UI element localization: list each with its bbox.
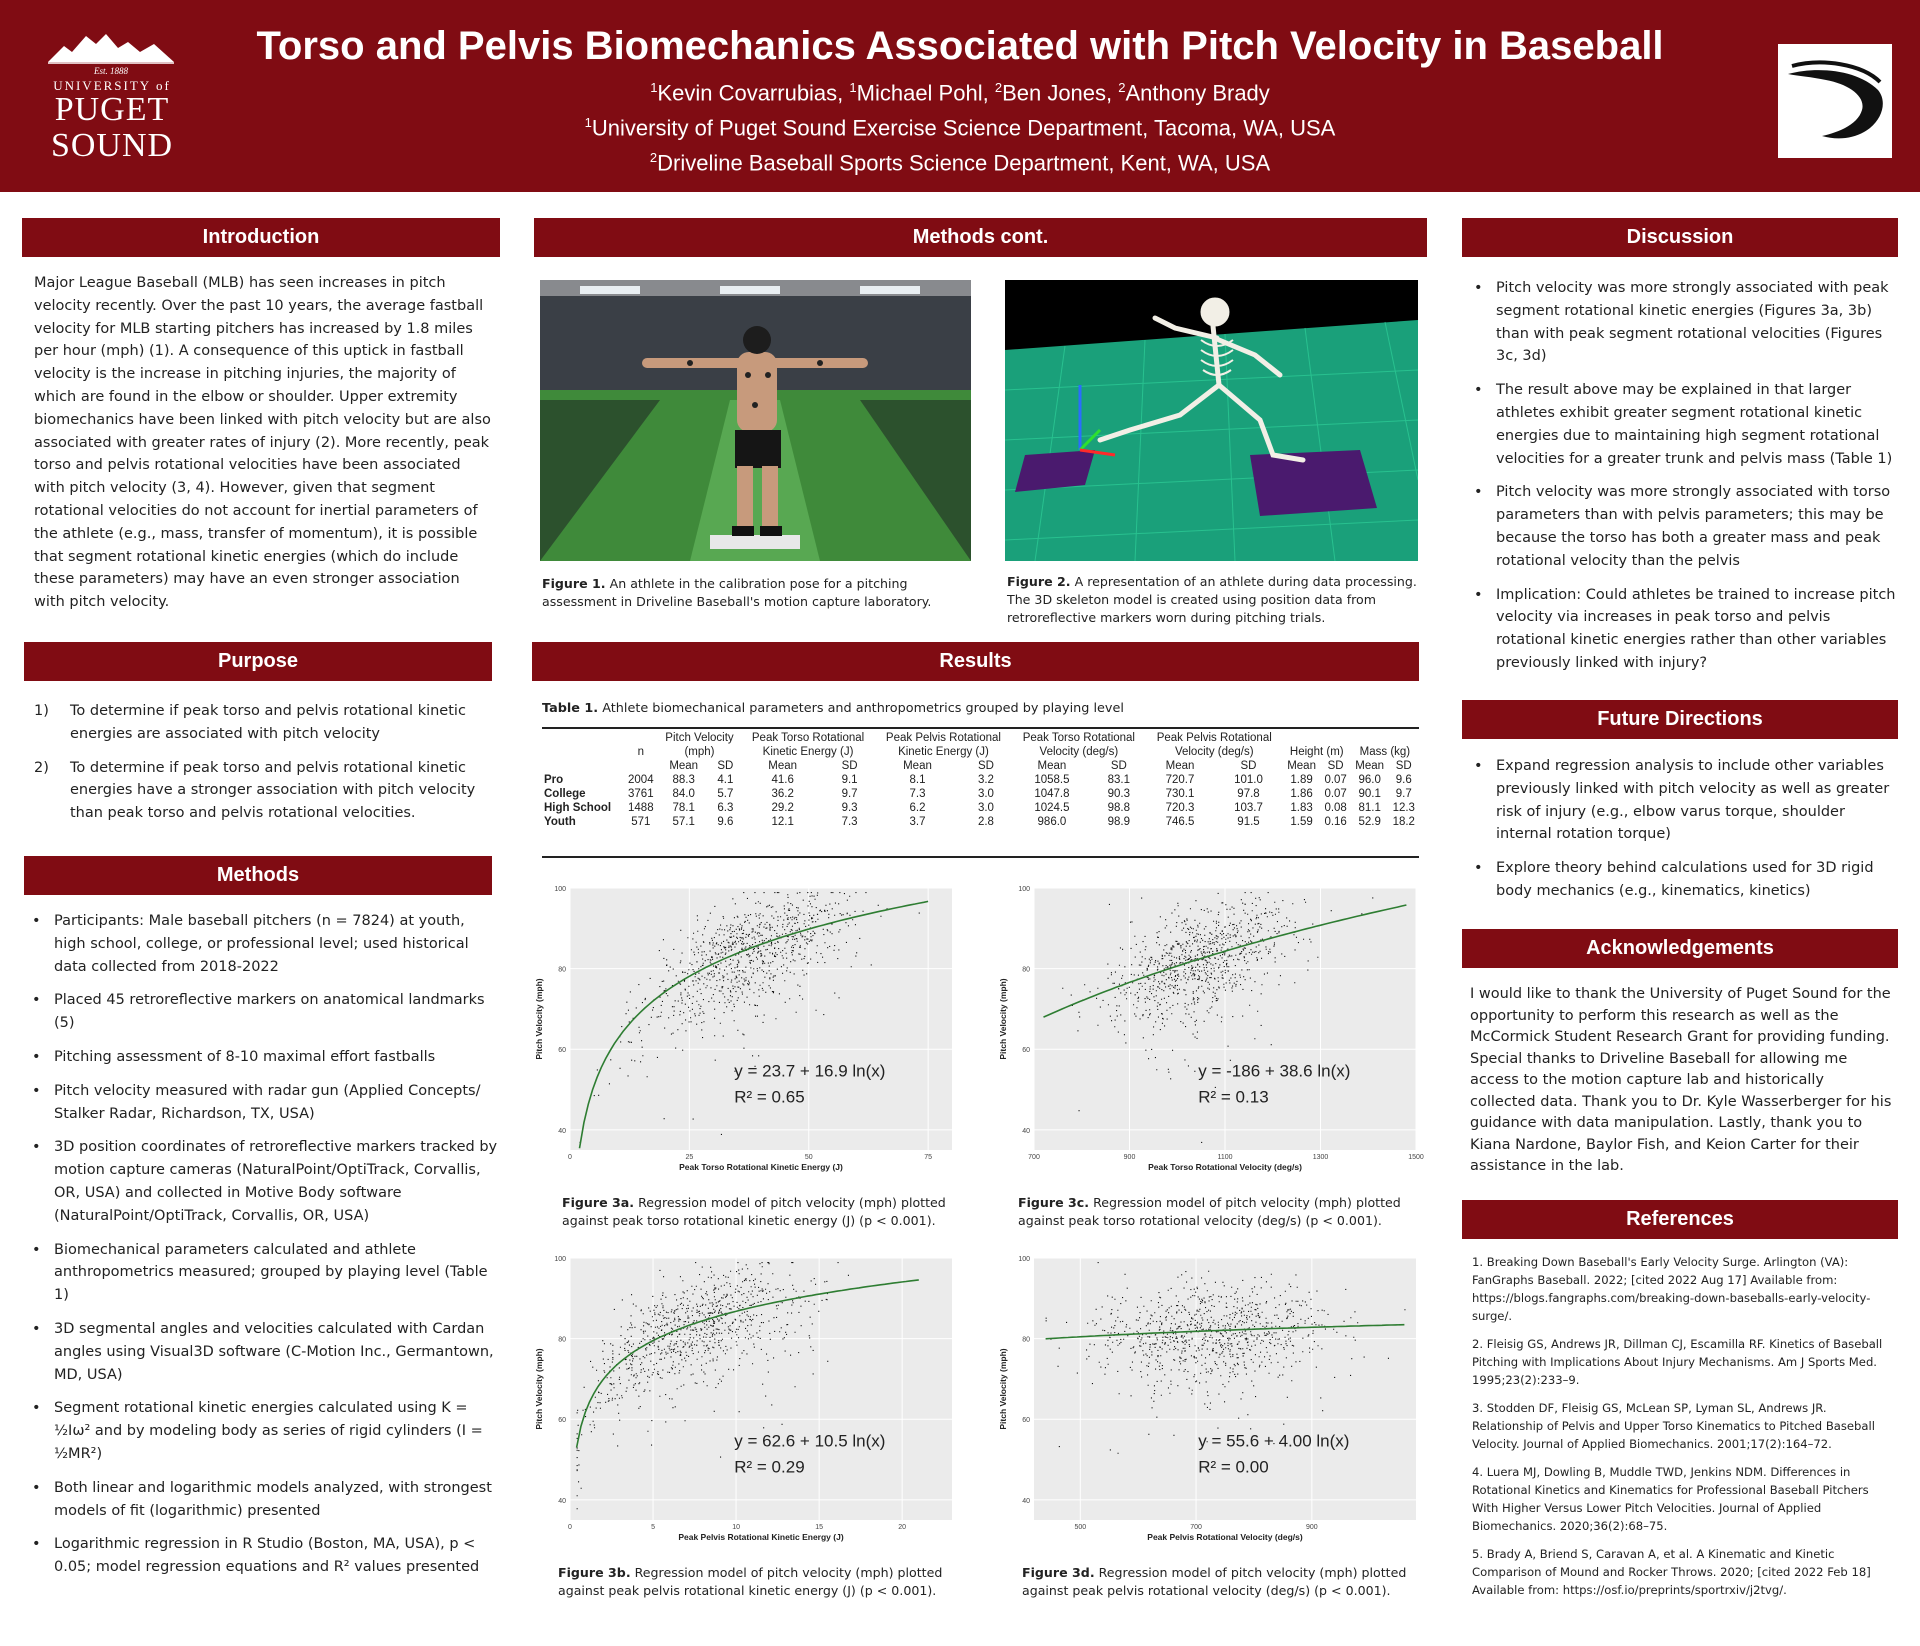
future-directions-heading: Future Directions xyxy=(1462,700,1898,739)
table-group-header: Velocity (deg/s) xyxy=(1174,746,1254,758)
table-cell: 98.8 xyxy=(1107,802,1131,814)
y-tick-label: 60 xyxy=(558,1047,566,1055)
table-group-header xyxy=(624,731,658,745)
table-subheader: SD xyxy=(717,760,734,772)
table-row-label: Youth xyxy=(544,816,576,828)
author-list xyxy=(250,80,1670,106)
table-subheader: SD xyxy=(1240,760,1257,772)
x-tick-label: 20 xyxy=(898,1524,907,1531)
table-cell: 5.7 xyxy=(717,788,734,800)
references-heading: References xyxy=(1462,1200,1898,1239)
table-group-header: Peak Pelvis Rotational xyxy=(1156,732,1272,744)
mountain-logo-icon xyxy=(46,30,176,64)
table-corner-cell xyxy=(542,759,624,773)
reference-item: 1. Breaking Down Baseball's Early Velocity Surge. Arlington (VA): FanGraphs Baseball. 2022; [cited 2022 Aug 17] Available from: https://blogs.fangraphs.com/breaking-down-baseballs-early-velocity-surge/. xyxy=(1472,1255,1871,1323)
x-tick-label: 1300 xyxy=(1312,1154,1329,1161)
y-tick-label: 100 xyxy=(554,1256,566,1263)
discussion-item: • Implication: Could athletes be trained to increase pitch velocity via increases in peak torso and pelvis rotational kinetic energies rather than other variables previously linked with injury? xyxy=(1496,584,1896,675)
table-group-header: Peak Pelvis Rotational xyxy=(885,732,1001,744)
r-squared-value: R² = 0.65 xyxy=(734,1087,805,1107)
table-cell: 101.0 xyxy=(1234,774,1263,786)
table-group-header: Height (m) xyxy=(1289,746,1344,758)
table-cell: 6.3 xyxy=(717,802,734,814)
table-subheader: Mean xyxy=(768,760,798,772)
author-4-affil: 2 xyxy=(1118,80,1126,95)
table-group-header: Mass (kg) xyxy=(1359,746,1411,758)
table-cell: 2.8 xyxy=(977,816,994,828)
table-subheader: SD xyxy=(1327,760,1344,772)
table-cell: 571 xyxy=(631,816,651,828)
table-cell: 3.0 xyxy=(977,788,994,800)
driveline-logo-icon xyxy=(1778,44,1892,158)
table-corner-cell xyxy=(542,745,624,759)
table-cell: 84.0 xyxy=(672,788,695,800)
x-tick-label: 900 xyxy=(1123,1154,1136,1161)
figure-3c-chart xyxy=(994,880,1424,1180)
table-1-label: Table 1. xyxy=(542,701,599,716)
y-tick-label: 80 xyxy=(1022,1336,1030,1344)
methods-item: • Placed 45 retroreflective markers on anatomical landmarks (5) xyxy=(54,989,500,1035)
regression-equation: y = 55.6 + 4.00 ln(x) xyxy=(1198,1431,1350,1451)
regression-equation: y = 62.6 + 10.5 ln(x) xyxy=(734,1431,886,1451)
methods-item: • Logarithmic regression in R Studio (Boston, MA, USA), p < 0.05; model regression equations and R² values presented xyxy=(54,1533,500,1579)
table-cell: 52.9 xyxy=(1358,816,1381,828)
purpose-list xyxy=(34,700,484,836)
methods-cont-heading: Methods cont. xyxy=(534,218,1427,257)
x-tick-label: 0 xyxy=(568,1154,572,1161)
affiliation-1 xyxy=(250,115,1670,141)
discussion-item: • The result above may be explained in that larger athletes exhibit greater segment rotational kinetic energies due to maintaining high segment rotational velocities for a greater trunk and pelvis mass (Table 1) xyxy=(1496,379,1896,470)
reference-item: 2. Fleisig GS, Andrews JR, Dillman CJ, Escamilla RF. Kinetics of Baseball Pitching with Implications About Injury Mechanisms. Am J Sports Med. 1995;23(2):233–9. xyxy=(1472,1337,1883,1387)
table-cell: 9.3 xyxy=(841,802,858,814)
methods-item: • Participants: Male baseball pitchers (n = 7824) at youth, high school, college, or professional level; used historical data collected from 2018-2022 xyxy=(54,910,500,978)
x-tick-label: 500 xyxy=(1074,1524,1087,1531)
figure-1-label: Figure 1. xyxy=(542,576,606,591)
table-cell: 81.1 xyxy=(1358,802,1381,814)
logo-sound-line: SOUND xyxy=(50,127,174,164)
table-subheader-row xyxy=(542,759,1419,773)
purpose-item-num: 1) xyxy=(34,703,49,719)
table-cell: 3.2 xyxy=(977,774,994,786)
table-cell: 746.5 xyxy=(1165,816,1195,828)
table-cell: 12.1 xyxy=(771,816,794,828)
y-axis-label: Pitch Velocity (mph) xyxy=(534,978,544,1060)
figure-3b-label: Figure 3b. xyxy=(558,1565,631,1580)
figure-3a-label: Figure 3a. xyxy=(562,1195,635,1210)
reference-item: 3. Stodden DF, Fleisig GS, McLean SP, Lyman SL, Andrews JR. Relationship of Pelvis and Upper Torso Kinematics to Pitched Baseball Velocity. Journal of Applied Biomechanics. 2001;17(2):164–72. xyxy=(1472,1401,1875,1451)
author-4: Anthony Brady xyxy=(1125,80,1270,106)
methods-item: • Pitching assessment of 8-10 maximal effort fastballs xyxy=(54,1046,500,1069)
figure-1-photo xyxy=(540,280,971,561)
y-axis-label: Pitch Velocity (mph) xyxy=(998,978,1008,1060)
table-1-caption-text: Athlete biomechanical parameters and anthropometrics grouped by playing level xyxy=(598,701,1124,716)
future-directions-item: • Expand regression analysis to include other variables previously linked with pitch velocity as well as greater risk of injury (e.g., elbow varus torque, shoulder internal rotation torque) xyxy=(1496,755,1896,846)
acknowledgements-heading: Acknowledgements xyxy=(1462,929,1898,968)
discussion-heading: Discussion xyxy=(1462,218,1898,257)
table-group-header: Kinetic Energy (J) xyxy=(898,746,989,758)
figure-2-label: Figure 2. xyxy=(1007,574,1071,589)
methods-item: • 3D position coordinates of retroreflective markers tracked by motion capture cameras (NaturalPoint/OptiTrack, Corvallis, OR, USA) and collected in Motive Body software (NaturalPoint/OptiTrack, Corvallis, OR, USA) xyxy=(54,1136,500,1227)
table-cell: 3.0 xyxy=(977,802,994,814)
figure-2-caption xyxy=(1007,573,1419,627)
y-tick-label: 40 xyxy=(558,1127,566,1135)
reference-item: 5. Brady A, Briend S, Caravan A, et al. A Kinematic and Kinetic Comparison of Mound and Rocker Throws. 2020; [cited 2022 Feb 18] Available from: https://osf.io/preprints/sportrxiv/j2tvg/. xyxy=(1472,1547,1871,1597)
plot-panel xyxy=(1034,1258,1416,1520)
y-tick-label: 60 xyxy=(1022,1417,1030,1425)
y-tick-label: 60 xyxy=(1022,1047,1030,1055)
table-cell: 0.08 xyxy=(1324,802,1347,814)
figure-3a-caption xyxy=(562,1194,962,1230)
table-group-header: Velocity (deg/s) xyxy=(1039,746,1119,758)
methods-item: • Pitch velocity measured with radar gun (Applied Concepts/ Stalker Radar, Richardson, TX, USA) xyxy=(54,1080,500,1126)
table-group-header: Kinetic Energy (J) xyxy=(762,746,854,758)
table-subheader: Mean xyxy=(1287,760,1316,772)
table-cell: 36.2 xyxy=(771,788,794,800)
table-cell: 9.1 xyxy=(841,774,858,786)
purpose-item xyxy=(34,700,484,746)
table-1-caption xyxy=(542,700,1412,718)
figure-3c-label: Figure 3c. xyxy=(1018,1195,1090,1210)
table-cell: 29.2 xyxy=(771,802,794,814)
table-cell: 78.1 xyxy=(672,802,695,814)
reference-item: 4. Luera MJ, Dowling B, Muddle TWD, Jenkins NDM. Differences in Rotational Kinetics and Kinematics for Professional Baseball Pitchers With Higher Versus Lower Pitch Velocities. Journal of Applied Biomechanics. 2020;36(2):68–75. xyxy=(1472,1465,1869,1533)
discussion-item: • Pitch velocity was more strongly associated with peak segment rotational kinetic energies (Figures 3a, 3b) than with peak segment rotational velocities (Figures 3c, 3d) xyxy=(1496,277,1896,368)
poster-header xyxy=(0,0,1920,192)
author-2-affil: 1 xyxy=(849,80,857,95)
figure-3d-label: Figure 3d. xyxy=(1022,1565,1095,1580)
skeleton-model-illustration xyxy=(1005,280,1418,561)
discussion-list xyxy=(1470,277,1896,686)
table-cell: 83.1 xyxy=(1107,774,1131,786)
y-tick-label: 80 xyxy=(558,966,566,974)
table-cell: 1.89 xyxy=(1290,774,1313,786)
table-cell: 2004 xyxy=(628,774,654,786)
table-corner-cell xyxy=(542,731,624,745)
table-cell: 98.9 xyxy=(1107,816,1131,828)
methods-heading: Methods xyxy=(24,856,492,895)
table-cell: 103.7 xyxy=(1234,802,1263,814)
table-cell: 730.1 xyxy=(1165,788,1195,800)
calibration-pose-illustration xyxy=(540,280,971,561)
x-tick-label: 1500 xyxy=(1408,1154,1424,1161)
figure-1-caption xyxy=(542,575,982,611)
table-cell: 90.3 xyxy=(1107,788,1131,800)
affiliation-2-text: Driveline Baseball Sports Science Department, Kent, WA, USA xyxy=(657,150,1271,176)
acknowledgements-text: I would like to thank the University of Puget Sound for the opportunity to perform this research as well as the McCormick Student Research Grant for providing funding. Special thanks to Driveline Baseball for allowing me access to the motion capture lab and historically collected data. Thank you to Dr. Kyle Wasserberger for his guidance with data manipulation. Lastly, thank you to Kiana Nardone, Baylor Fish, and Keion Carter for their assistance in the lab. xyxy=(1470,986,1892,1174)
table-cell: 1.83 xyxy=(1290,802,1313,814)
regression-equation: y = 23.7 + 16.9 ln(x) xyxy=(734,1061,886,1081)
puget-sound-logo xyxy=(38,30,188,170)
r-squared-value: R² = 0.00 xyxy=(1198,1457,1269,1477)
table-cell: 1488 xyxy=(628,802,654,814)
table-cell: 3761 xyxy=(628,788,654,800)
x-axis-label: Peak Torso Rotational Kinetic Energy (J) xyxy=(679,1162,843,1172)
table-row-label: Pro xyxy=(544,774,564,786)
table-cell: 96.0 xyxy=(1358,774,1381,786)
methods-item: • 3D segmental angles and velocities calculated with Cardan angles using Visual3D software (C-Motion Inc., Germantown, MD, USA) xyxy=(54,1318,500,1386)
table-group-header: Peak Torso Rotational xyxy=(751,732,865,744)
table-cell: 41.6 xyxy=(771,774,794,786)
table-subheader: Mean xyxy=(1165,760,1195,772)
table-cell: 9.7 xyxy=(1395,788,1412,800)
y-axis-label: Pitch Velocity (mph) xyxy=(534,1348,544,1430)
figure-3c-caption xyxy=(1018,1194,1418,1230)
x-tick-label: 900 xyxy=(1305,1524,1318,1531)
x-tick-label: 10 xyxy=(732,1524,740,1531)
x-tick-label: 5 xyxy=(651,1524,655,1531)
table-1 xyxy=(542,731,1419,829)
figure-3b-chart xyxy=(530,1250,960,1550)
table-subheader: SD xyxy=(1110,760,1127,772)
figure-2-photo xyxy=(1005,280,1418,561)
table-row xyxy=(542,787,1419,801)
y-tick-label: 40 xyxy=(558,1497,566,1505)
purpose-item-num: 2) xyxy=(34,759,49,776)
author-3: Ben Jones, xyxy=(1002,80,1119,106)
x-tick-label: 50 xyxy=(804,1154,813,1161)
affiliation-1-sup: 1 xyxy=(584,115,592,130)
author-1-affil: 1 xyxy=(650,80,658,95)
table-subheader: SD xyxy=(841,760,858,772)
figure-3a-caption-text: Regression model of pitch velocity (mph) plotted against peak torso rotational kinetic energy (J) (p < 0.001). xyxy=(562,1195,946,1228)
plot-panel xyxy=(570,1258,952,1520)
table-cell: 0.07 xyxy=(1324,788,1347,800)
methods-item: • Both linear and logarithmic models analyzed, with strongest models of fit (logarithmic) presented xyxy=(54,1477,500,1523)
table-empty-cell xyxy=(624,759,658,773)
purpose-heading: Purpose xyxy=(24,642,492,681)
table-subheader: SD xyxy=(1395,760,1412,772)
y-axis-label: Pitch Velocity (mph) xyxy=(998,1348,1008,1430)
methods-item: • Biomechanical parameters calculated and athlete anthropometrics measured; grouped by playing level (Table 1) xyxy=(54,1239,500,1307)
logo-est-text: Est. 1888 xyxy=(94,66,129,76)
table-cell: 9.7 xyxy=(841,788,858,800)
y-tick-label: 100 xyxy=(1018,1256,1030,1263)
table-cell: 1024.5 xyxy=(1034,802,1070,814)
x-tick-label: 15 xyxy=(815,1524,824,1531)
y-tick-label: 40 xyxy=(1022,1127,1030,1135)
table-subheader: Mean xyxy=(1355,760,1385,772)
table-row xyxy=(542,815,1419,829)
table-cell: 8.1 xyxy=(909,774,926,786)
table-group-header: Peak Torso Rotational xyxy=(1022,732,1135,744)
figure-1-caption-text: An athlete in the calibration pose for a pitching assessment in Driveline Baseball's motion capture laboratory. xyxy=(542,576,932,609)
discussion-item: • Pitch velocity was more strongly associated with torso parameters than with pelvis parameters; this may be because the torso has both a greater mass and peak rotational velocity than the pelvis xyxy=(1496,481,1896,572)
x-tick-label: 700 xyxy=(1028,1154,1040,1161)
affiliation-2 xyxy=(250,150,1670,176)
y-tick-label: 40 xyxy=(1022,1497,1030,1505)
table-cell: 57.1 xyxy=(672,816,695,828)
figure-3d-chart xyxy=(994,1250,1424,1550)
table-cell: 720.7 xyxy=(1165,774,1195,786)
logo-puget-sound-text xyxy=(42,92,182,164)
future-directions-item: • Explore theory behind calculations used for 3D rigid body mechanics (e.g., kinematics, kinetics) xyxy=(1496,857,1896,903)
logo-university-text: UNIVERSITY of xyxy=(53,78,171,93)
r-squared-value: R² = 0.29 xyxy=(734,1457,805,1477)
figure-3d-caption-text: Regression model of pitch velocity (mph) plotted against peak pelvis rotational velocity (deg/s) (p < 0.001). xyxy=(1022,1565,1407,1598)
table-cell: 91.5 xyxy=(1237,816,1260,828)
figure-3b-caption-text: Regression model of pitch velocity (mph) plotted against peak pelvis rotational kinetic energy (J) (p < 0.001). xyxy=(558,1565,943,1598)
table-cell: 7.3 xyxy=(909,788,926,800)
x-axis-label: Peak Pelvis Rotational Velocity (deg/s) xyxy=(1147,1532,1303,1542)
purpose-item xyxy=(34,757,484,825)
table-header-row xyxy=(542,745,1419,759)
figure-2-caption-text: A representation of an athlete during data processing. The 3D skeleton model is created using position data from retroreflective markers worn during pitching trials. xyxy=(1007,574,1417,625)
x-axis-label: Peak Torso Rotational Velocity (deg/s) xyxy=(1148,1162,1302,1172)
table-row xyxy=(542,801,1419,815)
table-subheader: Mean xyxy=(1037,760,1067,772)
table-group-header: Pitch Velocity xyxy=(665,732,734,744)
author-2: Michael Pohl, xyxy=(856,80,995,106)
methods-item: • Segment rotational kinetic energies calculated using K = ½Iω² and by modeling body as series of rigid cylinders (I = ½MR²) xyxy=(54,1397,500,1465)
table-cell: 986.0 xyxy=(1037,816,1067,828)
future-directions-list xyxy=(1470,755,1896,914)
table-group-header xyxy=(1283,731,1351,745)
x-tick-label: 1100 xyxy=(1217,1154,1233,1161)
purpose-item-text: To determine if peak torso and pelvis rotational kinetic energies have a stronger association with pitch velocity than peak torso and pelvis rotational velocities. xyxy=(70,759,476,822)
figure-3a-chart xyxy=(530,880,960,1180)
table-top-rule xyxy=(542,727,1419,729)
y-tick-label: 100 xyxy=(1018,886,1030,893)
table-row-label: College xyxy=(544,788,586,800)
table-group-header: n xyxy=(637,746,645,758)
y-tick-label: 60 xyxy=(558,1417,566,1425)
table-cell: 1058.5 xyxy=(1034,774,1070,786)
table-subheader: Mean xyxy=(903,760,932,772)
table-cell: 90.1 xyxy=(1358,788,1381,800)
affiliation-2-sup: 2 xyxy=(649,150,658,165)
x-tick-label: 700 xyxy=(1190,1524,1202,1531)
driveline-logo xyxy=(1778,44,1892,158)
figure-3c-caption-text: Regression model of pitch velocity (mph) plotted against peak torso rotational velocity (deg/s) (p < 0.001). xyxy=(1018,1195,1401,1228)
table-cell: 1.86 xyxy=(1290,788,1313,800)
table-cell: 1047.8 xyxy=(1034,788,1070,800)
author-1: Kevin Covarrubias, xyxy=(657,80,850,106)
y-tick-label: 80 xyxy=(1022,966,1030,974)
table-cell: 7.3 xyxy=(841,816,858,828)
x-tick-label: 0 xyxy=(568,1524,572,1531)
table-bottom-rule xyxy=(542,856,1419,858)
table-cell: 6.2 xyxy=(909,802,926,814)
x-tick-label: 25 xyxy=(685,1154,694,1161)
table-group-header xyxy=(1351,731,1419,745)
table-group-header: (mph) xyxy=(684,746,715,758)
table-row xyxy=(542,773,1419,787)
regression-equation: y = -186 + 38.6 ln(x) xyxy=(1198,1061,1351,1081)
table-cell: 720.3 xyxy=(1165,802,1195,814)
table-cell: 0.16 xyxy=(1324,816,1347,828)
r-squared-value: R² = 0.13 xyxy=(1198,1087,1269,1107)
table-cell: 18.2 xyxy=(1392,816,1415,828)
y-tick-label: 80 xyxy=(558,1336,566,1344)
affiliation-1-text: University of Puget Sound Exercise Science Department, Tacoma, WA, USA xyxy=(591,115,1336,141)
table-subheader: Mean xyxy=(669,760,699,772)
table-row-label: High School xyxy=(544,802,612,814)
poster-title: Torso and Pelvis Biomechanics Associated with Pitch Velocity in Baseball xyxy=(256,24,1664,68)
table-cell: 12.3 xyxy=(1392,802,1415,814)
table-subheader: SD xyxy=(977,760,994,772)
introduction-heading: Introduction xyxy=(22,218,500,257)
table-cell: 88.3 xyxy=(672,774,695,786)
logo-puget-line: PUGET xyxy=(54,91,170,128)
table-cell: 4.1 xyxy=(717,774,734,786)
table-cell: 97.8 xyxy=(1237,788,1260,800)
methods-list xyxy=(28,910,500,1590)
x-axis-label: Peak Pelvis Rotational Kinetic Energy (J) xyxy=(678,1532,844,1542)
table-cell: 0.07 xyxy=(1324,774,1347,786)
x-tick-label: 75 xyxy=(924,1154,933,1161)
y-tick-label: 100 xyxy=(554,886,566,893)
results-heading: Results xyxy=(532,642,1419,681)
introduction-text: Major League Baseball (MLB) has seen increases in pitch velocity recently. Over the past 10 years, the average fastball velocity for MLB starting pitchers has increased by 1.8 miles per hour (mph) (1). A consequence of this uptick in fastball velocity is the increase in pitching injuries, the majority of which are found in the elbow or shoulder. Upper extremity biomechanics have been linked with pitch velocity but are also associated with greater rates of injury (2). More recently, peak torso and pelvis rotational velocities have been associated with pitch velocity (3, 4). However, given that segment rotational velocities do not account for inertial parameters of the athlete (e.g., mass, transfer of momentum), it is possible that segment rotational kinetic energies (which do include these parameters) may have an even stronger association with pitch velocity. xyxy=(34,275,491,611)
table-cell: 1.59 xyxy=(1290,816,1313,828)
author-3-affil: 2 xyxy=(994,80,1003,95)
purpose-item-text: To determine if peak torso and pelvis rotational kinetic energies are associated with pitch velocity xyxy=(70,703,466,742)
table-cell: 9.6 xyxy=(717,816,734,828)
figure-3b-caption xyxy=(558,1564,958,1600)
figure-3d-caption xyxy=(1022,1564,1422,1600)
references-list xyxy=(1472,1253,1892,1609)
table-cell: 3.7 xyxy=(909,816,926,828)
table-cell: 9.6 xyxy=(1395,774,1412,786)
plot-panel xyxy=(570,888,952,1150)
table-header-row xyxy=(542,731,1419,745)
